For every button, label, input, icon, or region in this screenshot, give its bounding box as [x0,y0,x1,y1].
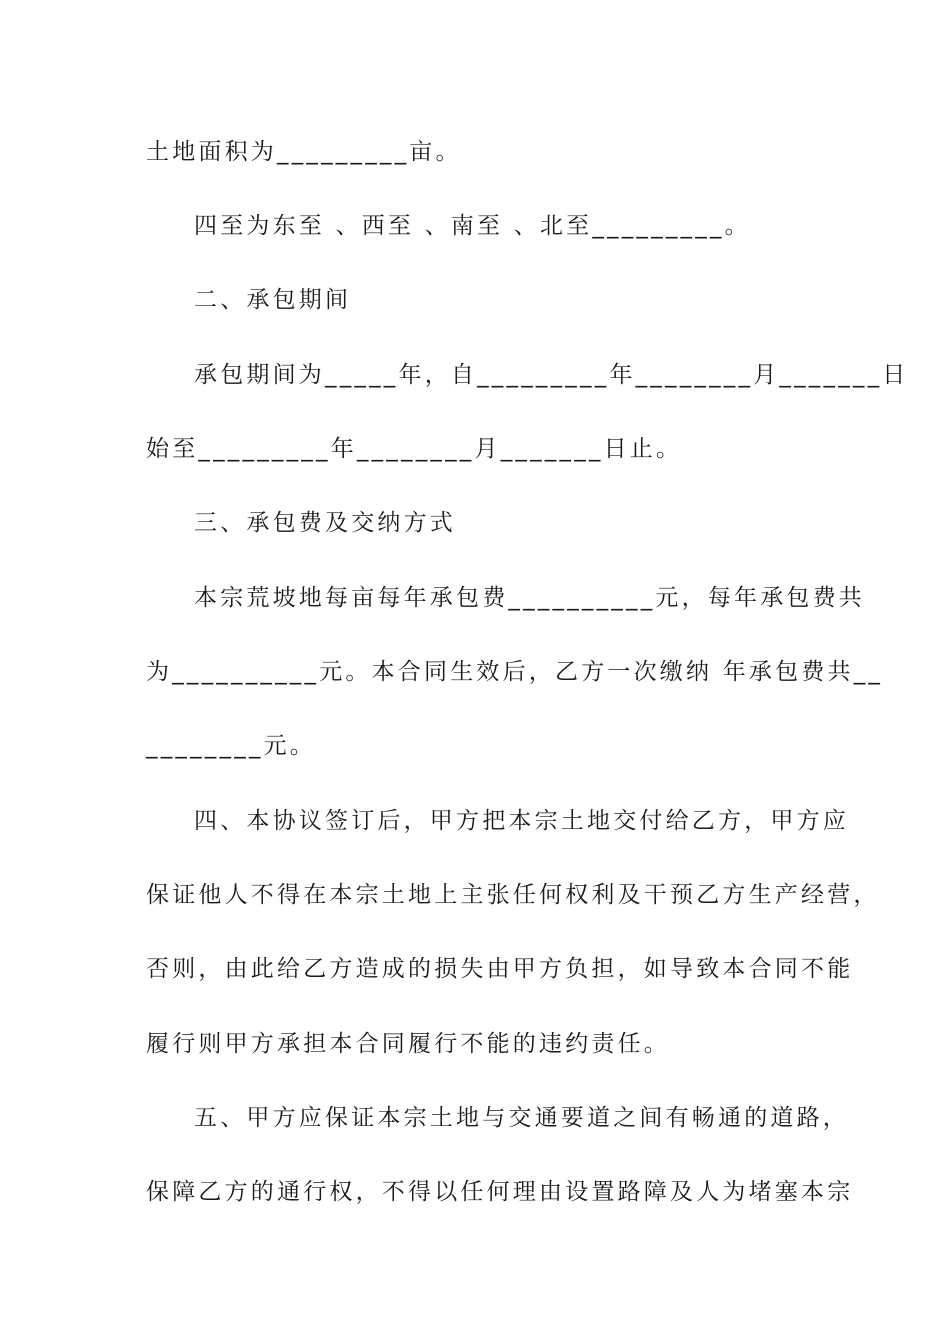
text-line: 四、本协议签订后，甲方把本宗土地交付给乙方，甲方应 [194,808,849,834]
section-heading: 二、承包期间 [194,287,352,313]
text-line: 为__________元。本合同生效后，乙方一次缴纳 年承包费共__ [146,659,884,685]
text-line: 承包期间为_____年，自_________年________月_______日 [194,362,909,388]
text-line: 保障乙方的通行权，不得以任何理由设置路障及人为堵塞本宗 [146,1179,854,1205]
section-heading: 三、承包费及交纳方式 [194,510,456,536]
text-line: 否则，由此给乙方造成的损失由甲方负担，如导致本合同不能 [146,956,854,982]
text-line: 四至为东至 、西至 、南至 、北至_________。 [194,213,751,239]
text-line: 五、甲方应保证本宗土地与交通要道之间有畅通的道路， [194,1105,849,1131]
text-line: 保证他人不得在本宗土地上主张任何权利及干预乙方生产经营， [146,882,880,908]
text-line: 本宗荒坡地每亩每年承包费__________元，每年承包费共 [194,585,865,611]
text-line: 土地面积为_________亩。 [146,139,462,165]
text-line: 履行则甲方承担本合同履行不能的违约责任。 [146,1031,670,1057]
text-line: ________元。 [146,733,316,759]
text-line: 始至_________年________月_______日止。 [146,436,683,462]
